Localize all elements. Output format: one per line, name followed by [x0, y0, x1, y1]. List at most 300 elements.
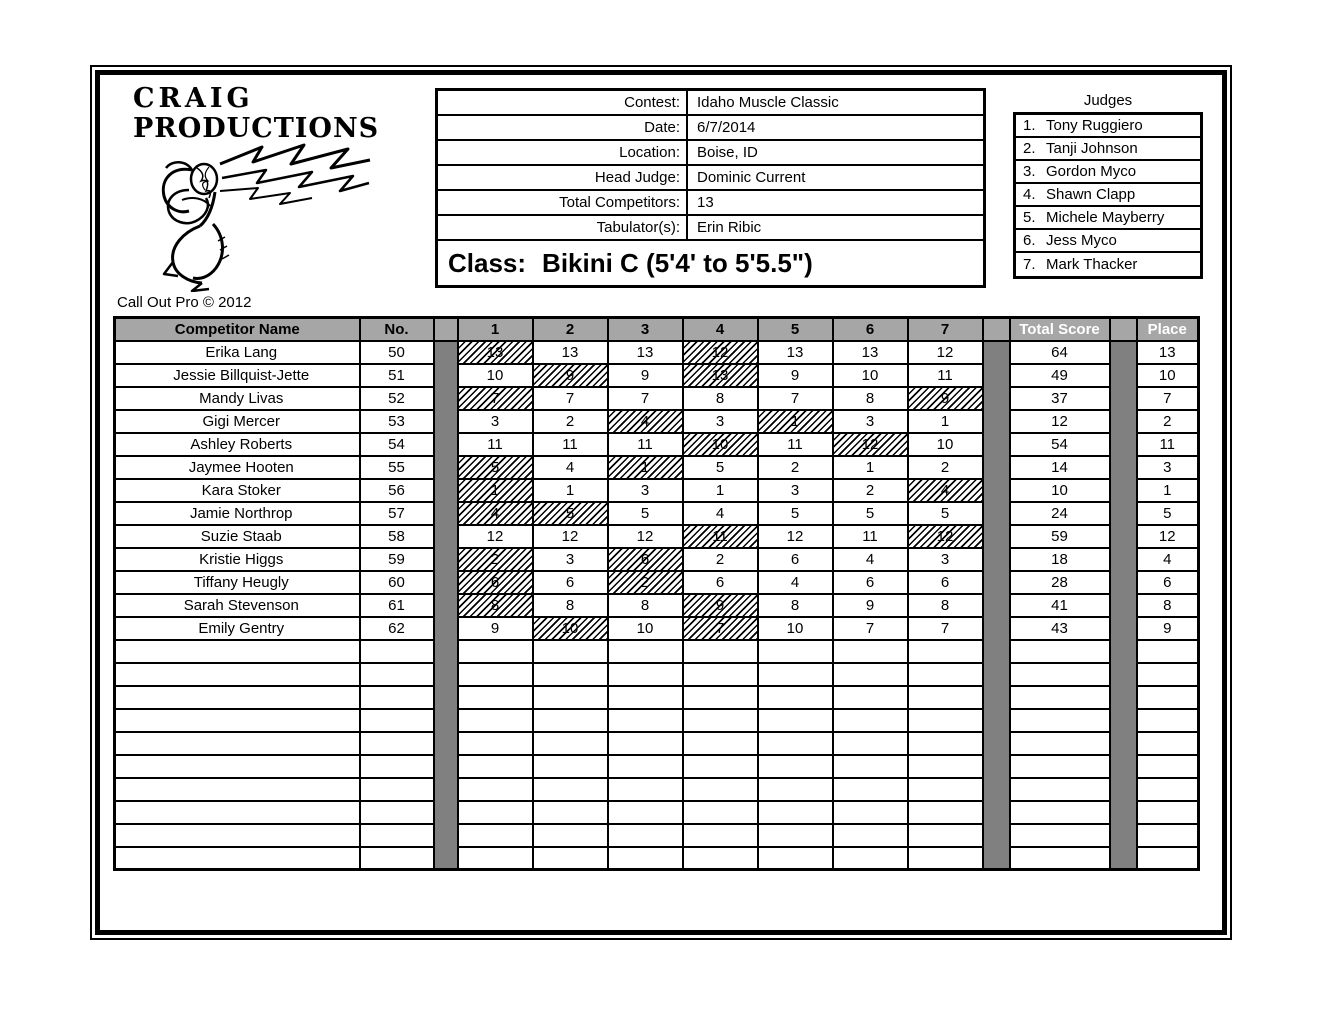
competitor-name-cell: Suzie Staab — [115, 525, 360, 548]
separator-cell — [1110, 571, 1137, 594]
header-separator — [1110, 318, 1137, 341]
place-cell — [1137, 801, 1199, 824]
score-cell-judge-6: 3 — [833, 410, 908, 433]
score-cell-judge-4: 8 — [683, 387, 758, 410]
separator-cell — [434, 433, 458, 456]
score-cell-judge-5 — [758, 847, 833, 870]
score-cell-judge-2: 13 — [533, 341, 608, 364]
score-cell-judge-1: 13 — [458, 341, 533, 364]
info-label: Head Judge: — [438, 166, 688, 189]
total-score-cell — [1010, 755, 1110, 778]
table-row — [115, 617, 1199, 640]
score-cell-judge-3: 7 — [608, 387, 683, 410]
competitor-name-cell — [115, 709, 360, 732]
total-score-cell — [1010, 778, 1110, 801]
separator-cell — [983, 732, 1010, 755]
score-cell-judge-5: 5 — [758, 502, 833, 525]
score-cell-judge-1 — [458, 801, 533, 824]
score-cell-judge-3: 8 — [608, 594, 683, 617]
separator-cell — [434, 387, 458, 410]
place-cell: 2 — [1137, 410, 1199, 433]
info-label: Contest: — [438, 91, 688, 114]
competitor-name-cell — [115, 732, 360, 755]
score-cell-judge-3 — [608, 755, 683, 778]
score-cell-judge-2: 7 — [533, 387, 608, 410]
score-cell-judge-6: 4 — [833, 548, 908, 571]
info-value: Dominic Current — [697, 169, 806, 186]
competitor-number-cell: 53 — [360, 410, 434, 433]
competitor-number-cell: 56 — [360, 479, 434, 502]
score-cell-judge-3 — [608, 686, 683, 709]
score-cell-judge-1: 7 — [458, 387, 533, 410]
judge-name: Mark Thacker — [1046, 256, 1138, 273]
class-banner — [438, 241, 983, 285]
separator-cell — [434, 502, 458, 525]
score-cell-judge-1: 1 — [458, 479, 533, 502]
competitor-name-cell: Kara Stoker — [115, 479, 360, 502]
competitor-number-cell: 57 — [360, 502, 434, 525]
separator-cell — [983, 479, 1010, 502]
competitor-name-cell: Sarah Stevenson — [115, 594, 360, 617]
score-cell-judge-1: 10 — [458, 364, 533, 387]
score-cell-judge-2: 11 — [533, 433, 608, 456]
judge-row — [1016, 161, 1200, 184]
score-cell-judge-4 — [683, 847, 758, 870]
score-cell-judge-3: 11 — [608, 433, 683, 456]
score-cell-judge-4: 4 — [683, 502, 758, 525]
score-cell-judge-5 — [758, 686, 833, 709]
score-cell-judge-5 — [758, 801, 833, 824]
score-cell-judge-6: 2 — [833, 479, 908, 502]
score-cell-judge-5: 3 — [758, 479, 833, 502]
score-cell-judge-4 — [683, 824, 758, 847]
place-cell: 8 — [1137, 594, 1199, 617]
judge-name: Jess Myco — [1046, 232, 1117, 249]
score-cell-judge-7: 10 — [908, 433, 983, 456]
header-judge-5: 5 — [758, 318, 833, 341]
competitor-number-cell: 55 — [360, 456, 434, 479]
separator-cell — [983, 364, 1010, 387]
place-cell — [1137, 778, 1199, 801]
competitor-name-cell: Gigi Mercer — [115, 410, 360, 433]
score-cell-judge-4: 13 — [683, 364, 758, 387]
separator-cell — [1110, 433, 1137, 456]
place-cell — [1137, 640, 1199, 663]
separator-cell — [1110, 594, 1137, 617]
total-score-cell — [1010, 824, 1110, 847]
score-cell-judge-7 — [908, 778, 983, 801]
total-score-cell — [1010, 640, 1110, 663]
judge-name: Gordon Myco — [1046, 163, 1137, 180]
score-cell-judge-4: 11 — [683, 525, 758, 548]
judges-title: Judges — [1083, 92, 1133, 109]
table-row — [115, 387, 1199, 410]
total-score-cell: 54 — [1010, 433, 1110, 456]
table-row-empty — [115, 663, 1199, 686]
score-cell-judge-6: 13 — [833, 341, 908, 364]
separator-cell — [434, 663, 458, 686]
score-cell-judge-3: 12 — [608, 525, 683, 548]
score-cell-judge-1: 2 — [458, 548, 533, 571]
score-cell-judge-6 — [833, 755, 908, 778]
table-row-empty — [115, 686, 1199, 709]
competitor-name-cell — [115, 801, 360, 824]
place-cell: 5 — [1137, 502, 1199, 525]
score-cell-judge-6: 10 — [833, 364, 908, 387]
score-cell-judge-7 — [908, 801, 983, 824]
separator-cell — [434, 755, 458, 778]
info-row-head-judge — [438, 166, 983, 191]
separator-cell — [983, 594, 1010, 617]
score-cell-judge-4 — [683, 686, 758, 709]
score-cell-judge-2 — [533, 847, 608, 870]
competitor-name-cell: Jamie Northrop — [115, 502, 360, 525]
competitor-number-cell — [360, 755, 434, 778]
score-cell-judge-5 — [758, 755, 833, 778]
separator-cell — [434, 525, 458, 548]
total-score-cell — [1010, 686, 1110, 709]
score-cell-judge-4: 6 — [683, 571, 758, 594]
info-row-tabulator — [438, 216, 983, 241]
score-cell-judge-3 — [608, 778, 683, 801]
competitor-name-cell — [115, 640, 360, 663]
score-cell-judge-7: 8 — [908, 594, 983, 617]
table-row — [115, 364, 1199, 387]
competitor-name-cell — [115, 824, 360, 847]
header-judge-7: 7 — [908, 318, 983, 341]
separator-cell — [1110, 663, 1137, 686]
total-score-cell: 10 — [1010, 479, 1110, 502]
info-value: Boise, ID — [697, 144, 758, 161]
score-cell-judge-5: 9 — [758, 364, 833, 387]
score-cell-judge-1: 5 — [458, 456, 533, 479]
score-cell-judge-3: 5 — [608, 502, 683, 525]
score-cell-judge-4: 9 — [683, 594, 758, 617]
info-row-location — [438, 141, 983, 166]
table-row — [115, 479, 1199, 502]
judge-number: 4. — [1023, 186, 1036, 203]
separator-cell — [1110, 410, 1137, 433]
score-cell-judge-7: 9 — [908, 387, 983, 410]
competitor-name-cell: Erika Lang — [115, 341, 360, 364]
separator-cell — [983, 778, 1010, 801]
score-cell-judge-5: 13 — [758, 341, 833, 364]
info-row-contest — [438, 91, 983, 116]
score-cell-judge-5: 10 — [758, 617, 833, 640]
separator-cell — [434, 341, 458, 364]
separator-cell — [983, 548, 1010, 571]
table-row — [115, 594, 1199, 617]
competitor-name-cell: Jaymee Hooten — [115, 456, 360, 479]
score-cell-judge-5 — [758, 640, 833, 663]
score-cell-judge-2 — [533, 778, 608, 801]
score-cell-judge-7 — [908, 732, 983, 755]
judge-number: 3. — [1023, 163, 1036, 180]
judges-box — [1013, 112, 1203, 279]
score-cell-judge-3 — [608, 847, 683, 870]
score-cell-judge-4: 12 — [683, 341, 758, 364]
place-cell: 10 — [1137, 364, 1199, 387]
separator-cell — [434, 732, 458, 755]
score-cell-judge-3 — [608, 732, 683, 755]
separator-cell — [434, 686, 458, 709]
separator-cell — [983, 617, 1010, 640]
score-cell-judge-2: 6 — [533, 571, 608, 594]
separator-cell — [983, 571, 1010, 594]
info-value: 6/7/2014 — [697, 119, 756, 136]
table-row — [115, 341, 1199, 364]
table-row-empty — [115, 732, 1199, 755]
total-score-cell: 24 — [1010, 502, 1110, 525]
score-cell-judge-4 — [683, 640, 758, 663]
place-cell: 12 — [1137, 525, 1199, 548]
score-cell-judge-6 — [833, 732, 908, 755]
class-value: Bikini C (5'4' to 5'5.5") — [542, 247, 813, 278]
score-cell-judge-5: 8 — [758, 594, 833, 617]
total-score-cell — [1010, 709, 1110, 732]
table-row-empty — [115, 755, 1199, 778]
score-cell-judge-3 — [608, 824, 683, 847]
separator-cell — [434, 617, 458, 640]
class-label: Class: — [448, 247, 527, 278]
score-cell-judge-4 — [683, 778, 758, 801]
competitor-number-cell — [360, 640, 434, 663]
total-score-cell: 41 — [1010, 594, 1110, 617]
score-cell-judge-5: 6 — [758, 548, 833, 571]
score-cell-judge-2: 9 — [533, 364, 608, 387]
score-cell-judge-7: 1 — [908, 410, 983, 433]
place-cell — [1137, 824, 1199, 847]
judge-row — [1016, 253, 1200, 276]
judge-row — [1016, 207, 1200, 230]
table-row-empty — [115, 778, 1199, 801]
table-row — [115, 525, 1199, 548]
competitor-number-cell — [360, 686, 434, 709]
score-cell-judge-5 — [758, 732, 833, 755]
separator-cell — [434, 640, 458, 663]
header-judge-6: 6 — [833, 318, 908, 341]
separator-cell — [434, 548, 458, 571]
table-row — [115, 548, 1199, 571]
score-cell-judge-4 — [683, 663, 758, 686]
judge-name: Michele Mayberry — [1046, 209, 1165, 226]
competitor-name-cell: Kristie Higgs — [115, 548, 360, 571]
score-cell-judge-3: 13 — [608, 341, 683, 364]
separator-cell — [983, 755, 1010, 778]
score-cell-judge-3: 10 — [608, 617, 683, 640]
score-cell-judge-4 — [683, 732, 758, 755]
total-score-cell: 37 — [1010, 387, 1110, 410]
table-row-empty — [115, 801, 1199, 824]
score-table — [113, 316, 1200, 871]
competitor-name-cell: Ashley Roberts — [115, 433, 360, 456]
contest-info-box — [435, 88, 986, 288]
total-score-cell: 18 — [1010, 548, 1110, 571]
score-cell-judge-6: 6 — [833, 571, 908, 594]
separator-cell — [1110, 548, 1137, 571]
competitor-number-cell — [360, 847, 434, 870]
total-score-cell: 28 — [1010, 571, 1110, 594]
score-cell-judge-7: 4 — [908, 479, 983, 502]
place-cell: 6 — [1137, 571, 1199, 594]
separator-cell — [434, 410, 458, 433]
score-table-body — [115, 341, 1199, 870]
competitor-name-cell — [115, 778, 360, 801]
separator-cell — [434, 778, 458, 801]
separator-cell — [983, 525, 1010, 548]
judge-name: Tony Ruggiero — [1046, 117, 1143, 134]
score-cell-judge-7: 6 — [908, 571, 983, 594]
score-cell-judge-1 — [458, 824, 533, 847]
competitor-name-cell: Mandy Livas — [115, 387, 360, 410]
info-row-date — [438, 116, 983, 141]
separator-cell — [1110, 755, 1137, 778]
table-row — [115, 571, 1199, 594]
competitor-number-cell: 50 — [360, 341, 434, 364]
score-cell-judge-1: 9 — [458, 617, 533, 640]
header-separator — [983, 318, 1010, 341]
score-cell-judge-7: 12 — [908, 525, 983, 548]
score-cell-judge-1: 3 — [458, 410, 533, 433]
separator-cell — [983, 640, 1010, 663]
logo-line2: PRODUCTIONS — [133, 113, 380, 144]
score-cell-judge-6 — [833, 686, 908, 709]
score-cell-judge-2 — [533, 709, 608, 732]
place-cell — [1137, 755, 1199, 778]
competitor-number-cell: 60 — [360, 571, 434, 594]
competitor-name-cell: Jessie Billquist-Jette — [115, 364, 360, 387]
header-separator — [434, 318, 458, 341]
score-cell-judge-7: 7 — [908, 617, 983, 640]
score-cell-judge-6 — [833, 709, 908, 732]
score-cell-judge-5 — [758, 778, 833, 801]
separator-cell — [1110, 341, 1137, 364]
score-cell-judge-3 — [608, 801, 683, 824]
score-cell-judge-3 — [608, 663, 683, 686]
separator-cell — [1110, 709, 1137, 732]
table-row-empty — [115, 847, 1199, 870]
competitor-name-cell — [115, 755, 360, 778]
score-cell-judge-7 — [908, 847, 983, 870]
separator-cell — [1110, 617, 1137, 640]
separator-cell — [983, 824, 1010, 847]
separator-cell — [983, 801, 1010, 824]
score-cell-judge-2 — [533, 640, 608, 663]
place-cell — [1137, 686, 1199, 709]
score-cell-judge-6 — [833, 778, 908, 801]
score-cell-judge-5 — [758, 824, 833, 847]
score-cell-judge-1 — [458, 709, 533, 732]
score-cell-judge-2 — [533, 801, 608, 824]
score-cell-judge-3 — [608, 640, 683, 663]
separator-cell — [983, 456, 1010, 479]
total-score-cell: 14 — [1010, 456, 1110, 479]
place-cell: 3 — [1137, 456, 1199, 479]
score-cell-judge-2: 8 — [533, 594, 608, 617]
competitor-name-cell — [115, 686, 360, 709]
score-cell-judge-6 — [833, 847, 908, 870]
score-cell-judge-7 — [908, 824, 983, 847]
separator-cell — [1110, 732, 1137, 755]
separator-cell — [434, 847, 458, 870]
score-cell-judge-2: 3 — [533, 548, 608, 571]
place-cell — [1137, 847, 1199, 870]
header-number: No. — [360, 318, 434, 341]
separator-cell — [1110, 824, 1137, 847]
separator-cell — [983, 847, 1010, 870]
score-cell-judge-2 — [533, 755, 608, 778]
separator-cell — [983, 341, 1010, 364]
score-cell-judge-6 — [833, 640, 908, 663]
table-row — [115, 456, 1199, 479]
judge-row — [1016, 230, 1200, 253]
separator-cell — [434, 571, 458, 594]
score-cell-judge-7 — [908, 755, 983, 778]
score-cell-judge-3: 6 — [608, 548, 683, 571]
score-cell-judge-2 — [533, 824, 608, 847]
competitor-number-cell — [360, 663, 434, 686]
score-cell-judge-7 — [908, 709, 983, 732]
header-judge-3: 3 — [608, 318, 683, 341]
place-cell: 4 — [1137, 548, 1199, 571]
score-cell-judge-2: 12 — [533, 525, 608, 548]
separator-cell — [1110, 778, 1137, 801]
separator-cell — [434, 479, 458, 502]
score-cell-judge-2: 1 — [533, 479, 608, 502]
place-cell: 13 — [1137, 341, 1199, 364]
score-cell-judge-7: 2 — [908, 456, 983, 479]
judge-number: 6. — [1023, 232, 1036, 249]
place-cell — [1137, 732, 1199, 755]
score-cell-judge-4: 5 — [683, 456, 758, 479]
score-cell-judge-4: 3 — [683, 410, 758, 433]
table-row-empty — [115, 824, 1199, 847]
table-row — [115, 433, 1199, 456]
score-cell-judge-1 — [458, 847, 533, 870]
score-cell-judge-5: 2 — [758, 456, 833, 479]
score-cell-judge-6 — [833, 663, 908, 686]
score-cell-judge-5: 4 — [758, 571, 833, 594]
separator-cell — [1110, 479, 1137, 502]
info-value: Erin Ribic — [697, 219, 762, 236]
competitor-number-cell — [360, 778, 434, 801]
place-cell — [1137, 709, 1199, 732]
score-cell-judge-7: 3 — [908, 548, 983, 571]
total-score-cell — [1010, 732, 1110, 755]
separator-cell — [1110, 387, 1137, 410]
score-cell-judge-6: 5 — [833, 502, 908, 525]
score-cell-judge-6: 12 — [833, 433, 908, 456]
score-cell-judge-7: 11 — [908, 364, 983, 387]
separator-cell — [983, 502, 1010, 525]
score-cell-judge-2 — [533, 686, 608, 709]
total-score-cell — [1010, 801, 1110, 824]
score-cell-judge-1 — [458, 778, 533, 801]
separator-cell — [1110, 640, 1137, 663]
judge-number: 7. — [1023, 256, 1036, 273]
judge-name: Shawn Clapp — [1046, 186, 1136, 203]
table-row — [115, 502, 1199, 525]
info-label: Location: — [438, 141, 688, 164]
info-label: Total Competitors: — [438, 191, 688, 214]
judge-number: 1. — [1023, 117, 1036, 134]
place-cell: 1 — [1137, 479, 1199, 502]
score-cell-judge-7: 12 — [908, 341, 983, 364]
competitor-number-cell: 59 — [360, 548, 434, 571]
separator-cell — [434, 594, 458, 617]
score-cell-judge-5 — [758, 663, 833, 686]
score-cell-judge-6 — [833, 801, 908, 824]
